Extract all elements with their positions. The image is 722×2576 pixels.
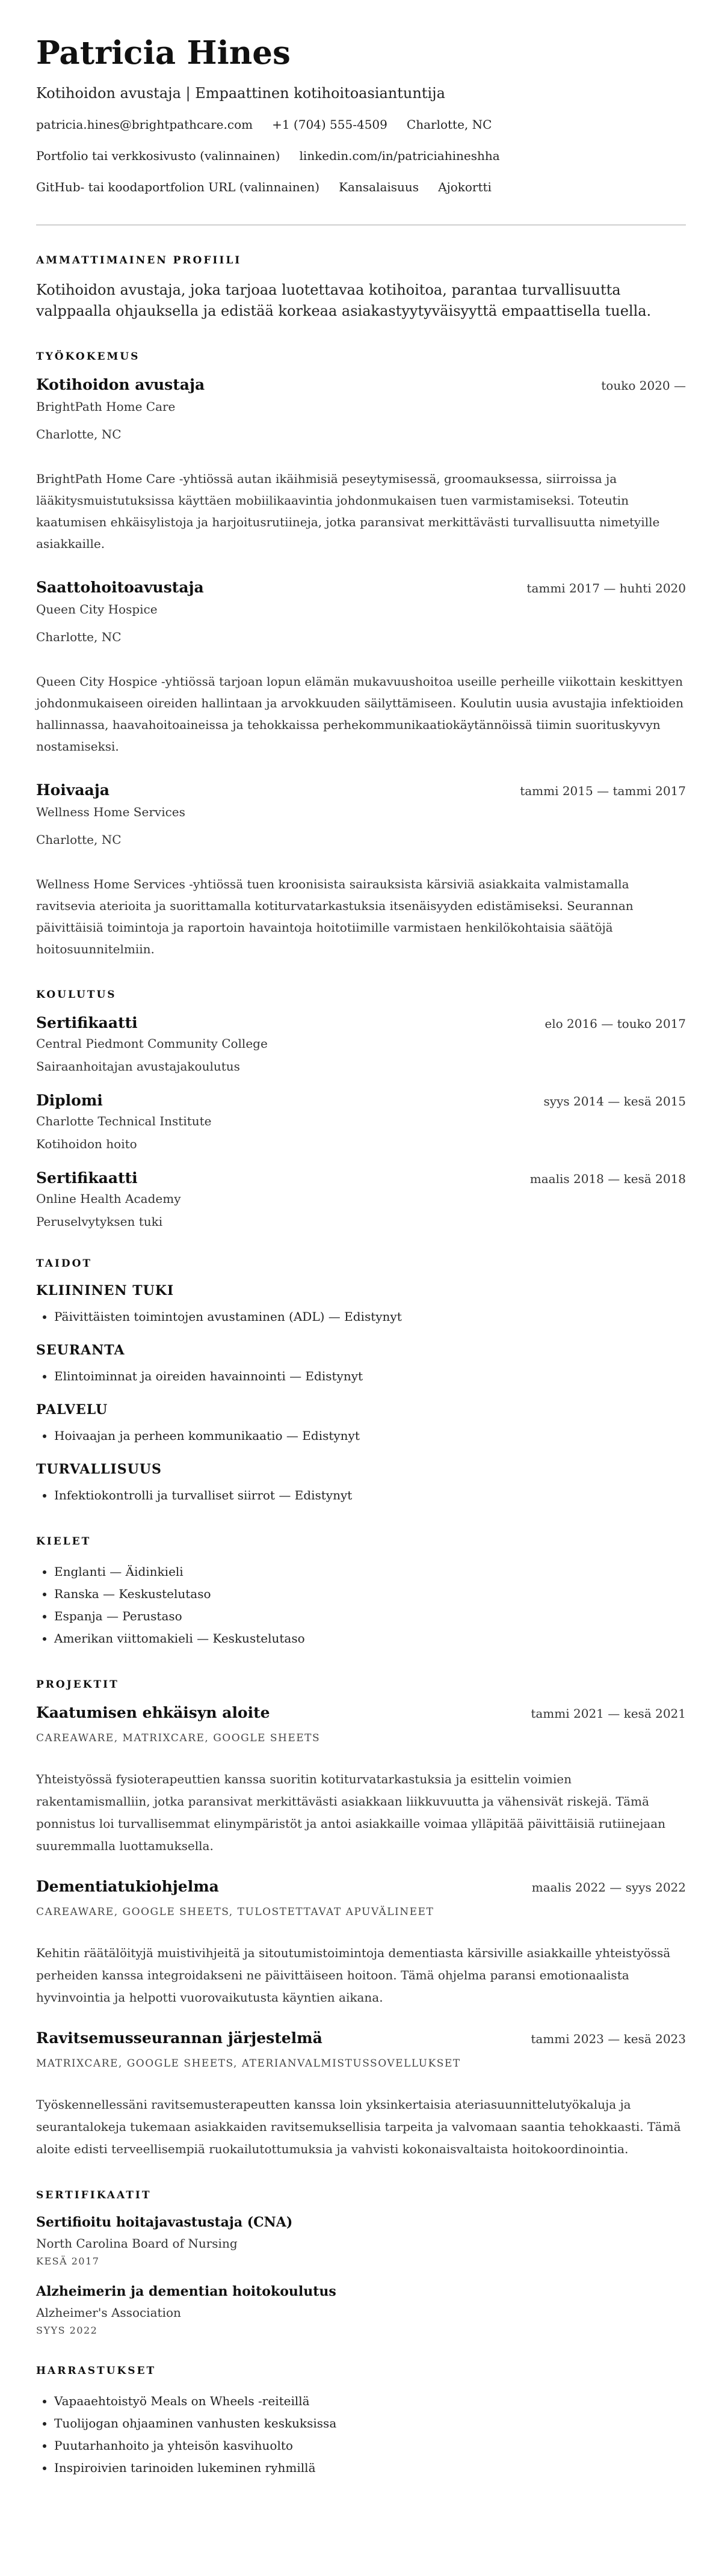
project-technologies: CAREAWARE, GOOGLE SHEETS, TULOSTETTAVAT APUVÄLINEET: [36, 1905, 434, 1918]
profile-section: [36, 254, 686, 322]
skill-group: [36, 1462, 686, 1507]
hobby-item: • Puutarhanhoito ja yhteisön kasvihuolto: [54, 2435, 686, 2457]
education-dates: maalis 2018 — kesä 2018: [529, 1171, 686, 1186]
job-location: Charlotte, NC: [36, 832, 122, 847]
education-dates: elo 2016 — touko 2017: [545, 1016, 686, 1031]
hobby-item: • Inspiroivien tarinoiden lukeminen ryhmillä: [54, 2457, 686, 2479]
job-dates: touko 2020 —: [601, 378, 686, 393]
certificate-name: Sertifioitu hoitajavastustaja (CNA): [36, 2214, 293, 2230]
project-technologies: CAREAWARE, MATRIXCARE, GOOGLE SHEETS: [36, 1732, 321, 1744]
project-dates: maalis 2022 — syys 2022: [531, 1880, 686, 1895]
project-title: Ravitsemusseurannan järjestelmä: [36, 2029, 322, 2047]
candidate-title: Kotihoidon avustaja | Empaattinen kotihoitoasiantuntija: [36, 84, 445, 102]
project-description: Työskennellessäni ravitsemusterapeutten kanssa loin yksinkertaisia ateriasuunnittelutyökaluja ja seurantalokeja tukemaan asiakkaiden ravitsemuksellisia tarpeita ja valvomaan saantia tehokkaasti. Tämä aloite edisti terveellisempiä ruokailutottumuksia ja vahvisti kokonaisvaltaista hoitokoordinointia.: [36, 2097, 681, 2156]
language-item: • Espanja — Perustaso: [54, 1605, 686, 1628]
portfolio-link[interactable]: Portfolio tai verkkosivusto (valinnainen): [36, 148, 280, 163]
job-description: Queen City Hospice -yhtiössä tarjoan lopun elämän mukavuushoitoa useille perheille viikottain keskittyen johdonmukaiseen oireiden hallintaan ja arvokkuuden säilyttämiseen. Koulutin uusia avustajia infektioiden hallinnassa, haavahoitoaineissa ja tehokkaissa perhekommunikaatiokäytännöissä tiimin suorituskyvyn nostamiseksi.: [36, 674, 683, 754]
resume-page: [36, 0, 686, 2544]
study-field: Peruselvytyksen tuki: [36, 1214, 163, 1229]
header-divider: [36, 224, 686, 226]
study-field: Kotihoidon hoito: [36, 1136, 137, 1151]
project-title: Dementiatukiohjelma: [36, 1877, 219, 1895]
experience-entry: [36, 376, 686, 555]
section-heading: TYÖKOKEMUS: [36, 350, 140, 363]
nationality: Kansalaisuus: [339, 179, 419, 194]
languages-section: [36, 1535, 686, 1650]
experience-entry: [36, 781, 686, 960]
project-dates: tammi 2021 — kesä 2021: [531, 1706, 686, 1721]
linkedin-link[interactable]: linkedin.com/in/patriciahineshha: [299, 148, 500, 163]
contact-row-extra: [36, 180, 686, 194]
experience-entry: [36, 579, 686, 757]
job-title: Hoivaaja: [36, 781, 110, 799]
skill-item: • Päivittäisten toimintojen avustaminen (ADL) — Edistynyt: [54, 1306, 686, 1328]
skill-category: SEURANTA: [36, 1342, 125, 1358]
education-dates: syys 2014 — kesä 2015: [543, 1093, 686, 1108]
job-title: Saattohoitoavustaja: [36, 578, 204, 596]
projects-section: [36, 1679, 686, 2160]
experience-section: [36, 351, 686, 960]
resume-header: [36, 35, 686, 194]
company-name: Queen City Hospice: [36, 601, 158, 616]
certificate-name: Alzheimerin ja dementian hoitokoulutus: [36, 2283, 336, 2299]
hobbies-section: [36, 2365, 686, 2479]
contact-row-links: [36, 149, 686, 163]
job-title: Kotihoidon avustaja: [36, 375, 205, 393]
education-entry: [36, 1092, 686, 1151]
company-name: BrightPath Home Care: [36, 399, 176, 414]
project-entry: [36, 1704, 686, 1857]
skill-item: • Hoivaajan ja perheen kommunikaatio — Edistynyt: [54, 1425, 686, 1447]
github-link[interactable]: GitHub- tai koodaportfolion URL (valinnainen): [36, 179, 320, 194]
section-heading: KIELET: [36, 1535, 91, 1548]
contact-row-primary: [36, 117, 686, 132]
drivers-license: Ajokortti: [438, 179, 492, 194]
section-heading: TAIDOT: [36, 1257, 93, 1270]
language-list: [36, 1561, 686, 1650]
study-field: Sairaanhoitajan avustajakoulutus: [36, 1059, 240, 1074]
education-entry: [36, 1169, 686, 1229]
skill-category: KLIININEN TUKI: [36, 1282, 174, 1299]
skill-item: • Infektiokontrolli ja turvalliset siirrot — Edistynyt: [54, 1484, 686, 1507]
degree-title: Diplomi: [36, 1091, 103, 1109]
hobby-item: • Vapaaehtoistyö Meals on Wheels -reiteillä: [54, 2390, 686, 2412]
school-name: Charlotte Technical Institute: [36, 1113, 212, 1128]
section-heading: SERTIFIKAATIT: [36, 2189, 152, 2201]
skill-category: PALVELU: [36, 1401, 108, 1418]
section-heading: AMMATTIMAINEN PROFIILI: [36, 254, 242, 266]
job-description: BrightPath Home Care -yhtiössä autan ikäihmisiä peseytymisessä, groomauksessa, siirroissa ja lääkitysmuistutuksissa käyttäen mobiilikaavintia johdonmukaisen tuen varmistamiseksi. Toteutin kaatumisen ehkäisylistoja ja harjoitusrutiineja, jotka paransivat merkittävästi turvallisuutta nimetyille asiakkaille.: [36, 471, 660, 551]
hobby-list: [36, 2390, 686, 2479]
language-item: • Amerikan viittomakieli — Keskustelutaso: [54, 1628, 686, 1650]
job-dates: tammi 2017 — huhti 2020: [526, 580, 686, 595]
job-location: Charlotte, NC: [36, 629, 122, 644]
phone-number: +1 (704) 555-4509: [272, 117, 387, 132]
email-link[interactable]: patricia.hines@brightpathcare.com: [36, 117, 253, 132]
skill-group: [36, 1342, 686, 1388]
section-heading: PROJEKTIT: [36, 1678, 119, 1691]
project-entry: [36, 1878, 686, 2009]
school-name: Online Health Academy: [36, 1191, 181, 1206]
hobby-item: • Tuolijogan ohjaaminen vanhusten keskuksissa: [54, 2412, 686, 2435]
section-heading: KOULUTUS: [36, 988, 117, 1001]
language-item: • Englanti — Äidinkieli: [54, 1561, 686, 1583]
language-item: • Ranska — Keskustelutaso: [54, 1583, 686, 1605]
candidate-name: Patricia Hines: [36, 34, 291, 72]
project-dates: tammi 2023 — kesä 2023: [531, 2031, 686, 2046]
education-entry: [36, 1014, 686, 1074]
project-technologies: MATRIXCARE, GOOGLE SHEETS, ATERIANVALMISTUSSOVELLUKSET: [36, 2057, 461, 2070]
degree-title: Sertifikaatti: [36, 1169, 138, 1187]
certificate-entry: [36, 2284, 686, 2336]
skill-item: • Elintoiminnat ja oireiden havainnointi — Edistynyt: [54, 1365, 686, 1388]
job-location: Charlotte, NC: [36, 426, 122, 441]
certificates-section: [36, 2189, 686, 2336]
skill-group: [36, 1402, 686, 1447]
project-title: Kaatumisen ehkäisyn aloite: [36, 1703, 270, 1721]
skill-group: [36, 1283, 686, 1328]
degree-title: Sertifikaatti: [36, 1013, 138, 1031]
skill-category: TURVALLISUUS: [36, 1461, 162, 1477]
certificate-issuer: North Carolina Board of Nursing: [36, 2236, 238, 2251]
skills-section: [36, 1258, 686, 1507]
profile-summary: Kotihoidon avustaja, joka tarjoaa luotettavaa kotihoitoa, parantaa turvallisuutta valppaalla ohjauksella ja edistää korkeaa asiakastyytyväisyyttä empaattisella tuella.: [36, 281, 652, 319]
project-entry: [36, 2029, 686, 2160]
certificate-date: KESÄ 2017: [36, 2255, 100, 2267]
section-heading: HARRASTUKSET: [36, 2364, 156, 2377]
project-description: Kehitin räätälöityjä muistivihjeitä ja sitoutumistoimintoja dementiasta kärsiville asiakkaille yhteistyössä perheiden kanssa integroidakseni ne päivittäiseen hoitoon. Tämä ohjelma paransi emotionaalista hyvinvointia ja helpotti vuorovaikutusta käyntien aikana.: [36, 1945, 671, 2005]
company-name: Wellness Home Services: [36, 804, 185, 819]
certificate-date: SYYS 2022: [36, 2324, 98, 2336]
school-name: Central Piedmont Community College: [36, 1036, 268, 1051]
certificate-entry: [36, 2215, 686, 2267]
job-description: Wellness Home Services -yhtiössä tuen kroonisista sairauksista kärsiviä asiakkaita valmistamalla ravitsevia aterioita ja suorittamalla kotiturvatarkastuksia itsenäisyyden edistämiseksi. Seurannan päivittäisiä toimintoja ja raportoin havaintoja hoitotiimille varmistaen henkilökohtaisia säätöjä hoitosuunnitelmiin.: [36, 876, 634, 956]
project-description: Yhteistyössä fysioterapeuttien kanssa suoritin kotiturvatarkastuksia ja esittelin voimien rakentamismalliin, jotka paransivat merkittävästi asiakkaan liikkuvuutta ja vähensivät riskejä. Tämä ponnistus loi turvallisemmat elinympäristöt ja antoi asiakkaille voimaa ylläpitää päivittäisiä rutiinejaan suuremmalla luottamuksella.: [36, 1771, 666, 1853]
education-section: [36, 989, 686, 1229]
certificate-issuer: Alzheimer's Association: [36, 2305, 181, 2320]
job-dates: tammi 2015 — tammi 2017: [520, 783, 686, 798]
location: Charlotte, NC: [406, 117, 492, 132]
